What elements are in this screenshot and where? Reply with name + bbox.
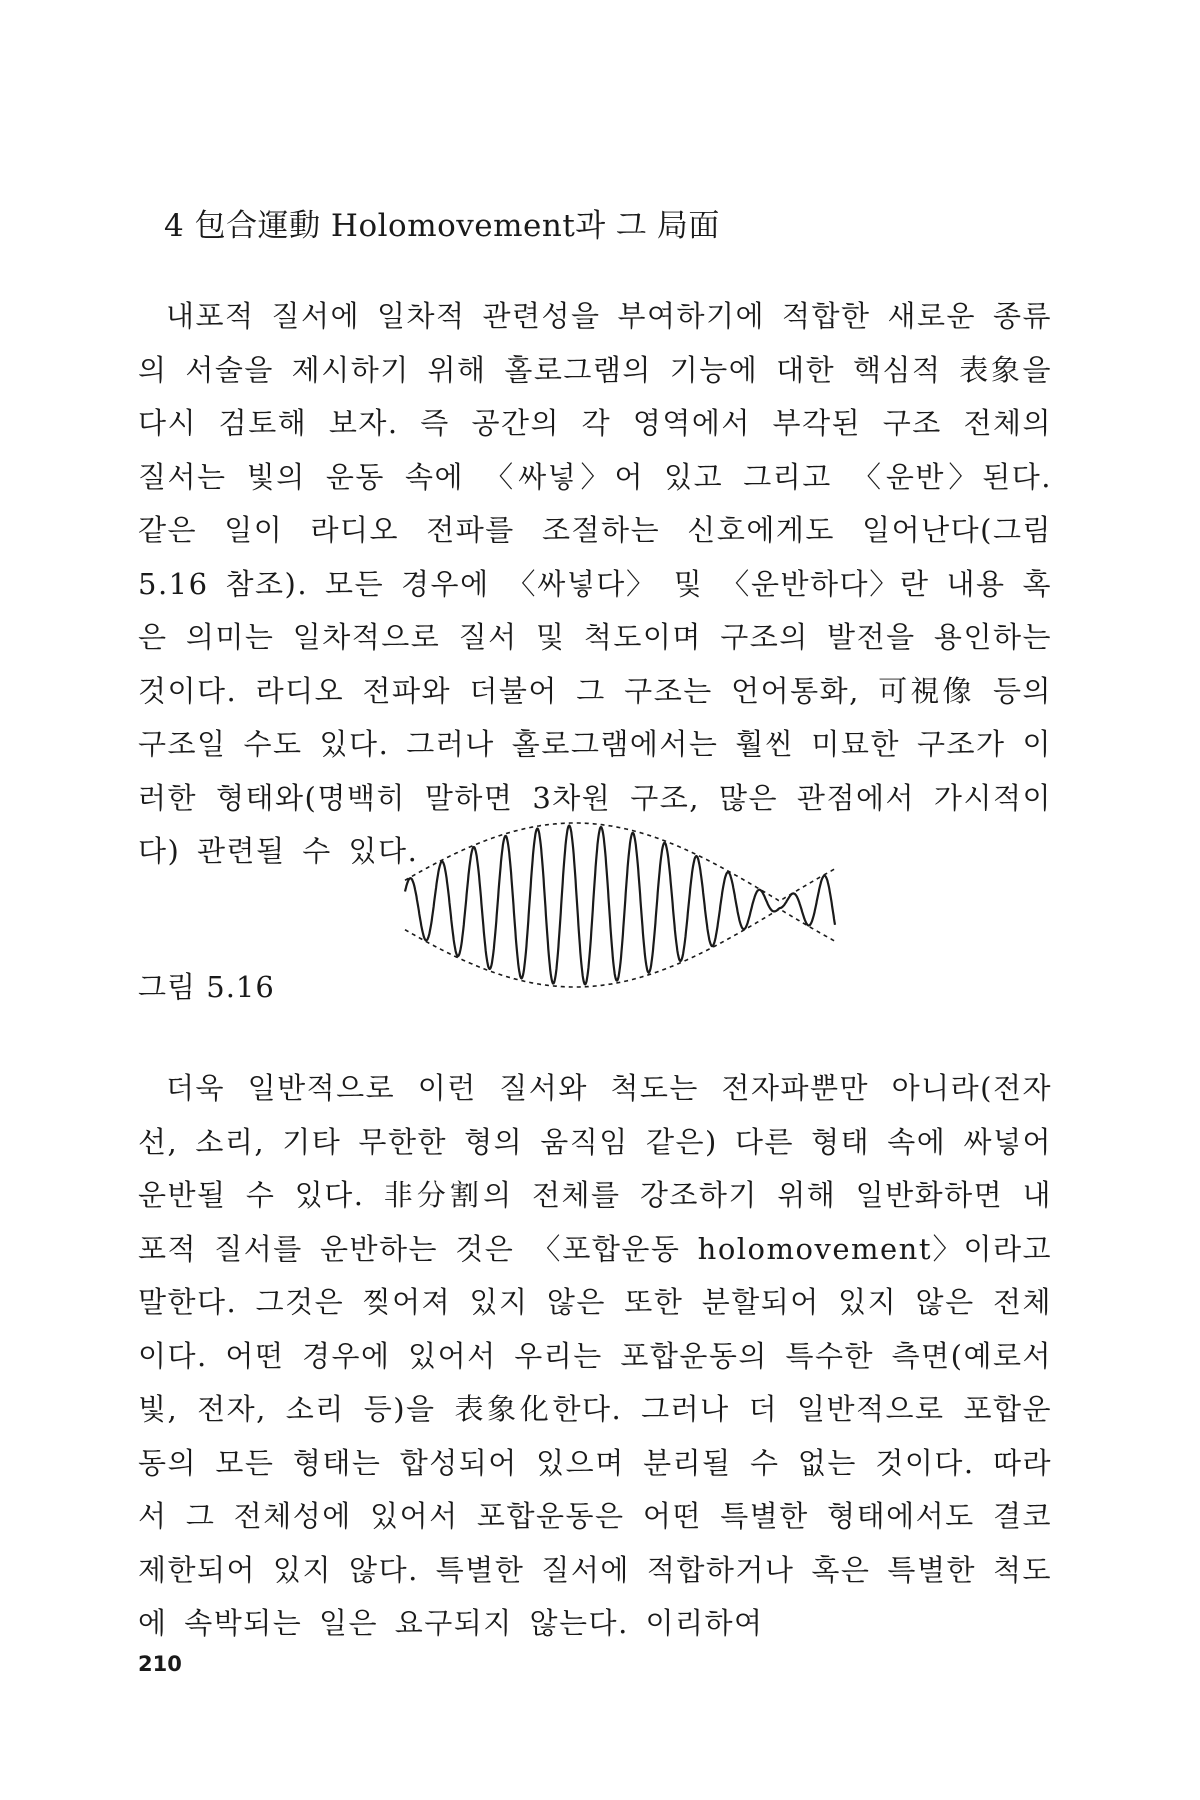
body-paragraph-1: 내포적 질서에 일차적 관련성을 부여하기에 적합한 새로운 종류의 서술을 제시하기 위해 홀로그램의 기능에 대한 핵심적 表象을 다시 검토해 보자. 즉 공간의 각 영역에서 부각된 구조 전체의 질서는 빛의 운동 속에 〈싸넣〉어 있고 그리고 〈운반〉된다. 같은 일이 라디오 전파를 조절하는 신호에게도 일어난다(그림 5.16 참조). 모든 경우에 〈싸넣다〉 및 〈운반하다〉란 내용 혹은 의미는 일차적으로 질서 및 척도이며 구조의 발전을 용인하는 것이다. 라디오 전파와 더불어 그 구조는 언어통화, 可視像 등의 구조일 수도 있다. 그러나 홀로그램에서는 훨씬 미묘한 구조가 이러한 형태와(명백히 말하면 3차원 구조, 많은 관점에서 가시적이다) 관련될 수 있다. [138,299,1052,868]
figure-caption: 그림 5.16 [138,970,275,1004]
page-number: 210 [138,1652,182,1676]
body-paragraph-2: 더욱 일반적으로 이런 질서와 척도는 전자파뿐만 아니라(전자선, 소리, 기타 무한한 형의 움직임 같은) 다른 형태 속에 싸넣어 운반될 수 있다. 非分割의 전체를 강조하기 위해 일반화하면 내포적 질서를 운반하는 것은 〈포합운동 holomovement〉이라고 말한다. 그것은 찢어져 있지 않은 또한 분할되어 있지 않은 전체이다. 어떤 경우에 있어서 우리는 포합운동의 특수한 측면(예로서 빛, 전자, 소리 등)을 表象化한다. 그러나 더 일반적으로 포합운동의 모든 형태는 합성되어 있으며 분리될 수 없는 것이다. 따라서 그 전체성에 있어서 포합운동은 어떤 특별한 형태에서도 결코 제한되어 있지 않다. 특별한 질서에 적합하거나 혹은 특별한 척도에 속박되는 일은 요구되지 않는다. 이리하여 [138,1071,1052,1640]
carrier-wave-line [405,826,835,985]
envelope-lower-line [405,909,835,987]
modulated-wave-diagram [395,815,845,995]
section-title: 4 包合運動 Holomovement과 그 局面 [164,208,720,244]
